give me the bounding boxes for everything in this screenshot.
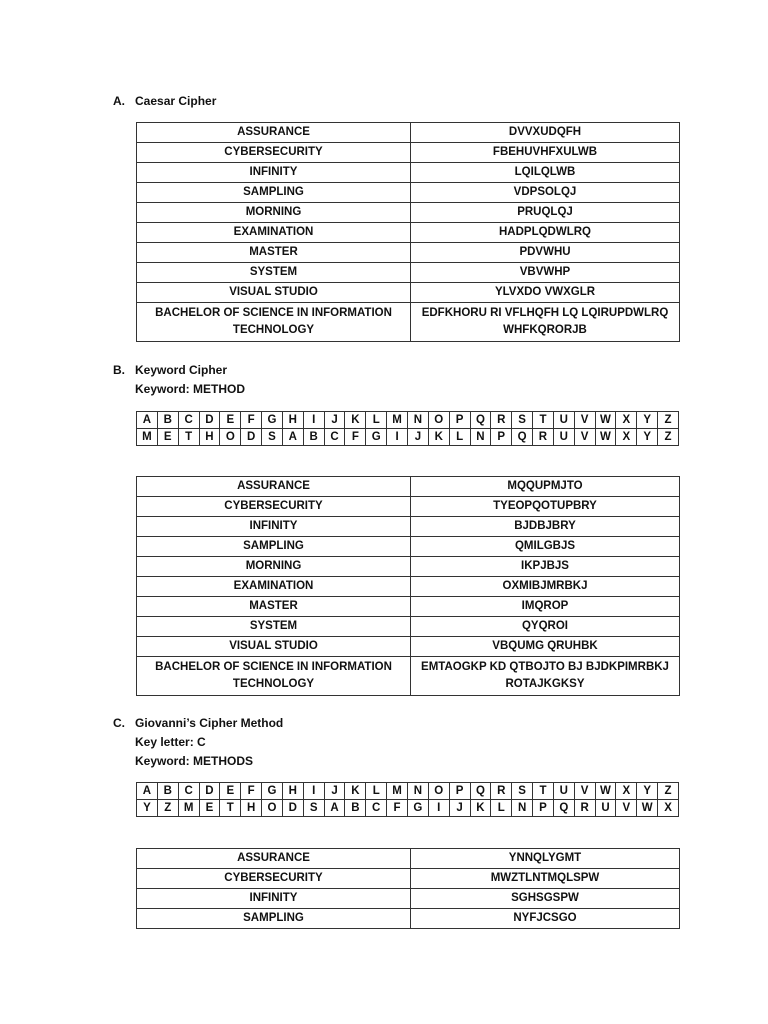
- ciphertext-cell: QMILGBJS: [411, 537, 680, 557]
- table-row: [137, 163, 680, 183]
- alphabet-cell: G: [366, 429, 387, 446]
- alphabet-cell: K: [345, 412, 366, 429]
- alphabet-cell: K: [470, 800, 491, 817]
- alphabet-cell: J: [449, 800, 470, 817]
- plaintext-cell: ASSURANCE: [137, 477, 411, 497]
- alphabet-cell: G: [262, 783, 283, 800]
- alphabet-cell: F: [241, 412, 262, 429]
- ciphertext-cell: IKPJBJS: [411, 557, 680, 577]
- alphabet-cell: O: [262, 800, 283, 817]
- table-row: [137, 849, 680, 869]
- section-c-keyword: Keyword: METHODS: [135, 754, 254, 768]
- table-row: [137, 283, 680, 303]
- alphabet-cell: I: [303, 783, 324, 800]
- alphabet-cell: K: [428, 429, 449, 446]
- ciphertext-cell: OXMIBJMRBKJ: [411, 577, 680, 597]
- alphabet-cell: F: [387, 800, 408, 817]
- table-row: [137, 123, 680, 143]
- alphabet-cell: A: [282, 429, 303, 446]
- alphabet-cell: Q: [512, 429, 533, 446]
- table-row: [137, 617, 680, 637]
- alphabet-cell: R: [574, 800, 595, 817]
- alphabet-cell: Q: [553, 800, 574, 817]
- table-row: [137, 869, 680, 889]
- table-row: [137, 303, 680, 342]
- table-row: [137, 263, 680, 283]
- ciphertext-cell: VBQUMG QRUHBK: [411, 637, 680, 657]
- section-a-title: Caesar Cipher: [135, 94, 217, 108]
- alphabet-cell: H: [241, 800, 262, 817]
- alphabet-cell: H: [199, 429, 220, 446]
- plaintext-cell: MORNING: [137, 557, 411, 577]
- plaintext-cell: MASTER: [137, 243, 411, 263]
- alphabet-cell: W: [595, 429, 616, 446]
- ciphertext-cell: PDVWHU: [411, 243, 680, 263]
- alphabet-cell: X: [616, 412, 637, 429]
- alphabet-cell: Y: [637, 412, 658, 429]
- alphabet-cell: N: [512, 800, 533, 817]
- ciphertext-cell: HADPLQDWLRQ: [411, 223, 680, 243]
- alphabet-cell: M: [137, 429, 158, 446]
- alphabet-cell: C: [366, 800, 387, 817]
- table-row: [137, 597, 680, 617]
- section-b-heading: [113, 361, 245, 399]
- giovanni-cipher-table: [136, 848, 680, 929]
- alphabet-cell: X: [658, 800, 679, 817]
- plaintext-cell: EXAMINATION: [137, 577, 411, 597]
- table-row: [137, 657, 680, 696]
- table-row: [137, 143, 680, 163]
- alphabet-cell: V: [616, 800, 637, 817]
- table-row: [137, 889, 680, 909]
- table-row: [137, 577, 680, 597]
- ciphertext-cell: MQQUPMJTO: [411, 477, 680, 497]
- alphabet-cell: Z: [658, 429, 679, 446]
- alphabet-cell: Q: [470, 412, 491, 429]
- plaintext-cell: MASTER: [137, 597, 411, 617]
- ciphertext-cell: SGHSGSPW: [411, 889, 680, 909]
- plaintext-cell: INFINITY: [137, 889, 411, 909]
- table-row: [137, 557, 680, 577]
- alphabet-cell: Y: [137, 800, 158, 817]
- plaintext-cell: SAMPLING: [137, 537, 411, 557]
- alphabet-cell: B: [157, 783, 178, 800]
- alphabet-cell: S: [512, 783, 533, 800]
- ciphertext-cell: YLVXDO VWXGLR: [411, 283, 680, 303]
- plaintext-cell: BACHELOR OF SCIENCE IN INFORMATION TECHNOLOGY: [137, 657, 411, 696]
- alphabet-cell: T: [533, 412, 554, 429]
- alphabet-cell: R: [491, 412, 512, 429]
- alphabet-cell: V: [574, 783, 595, 800]
- table-row: [137, 909, 680, 929]
- section-b-keyword: Keyword: METHOD: [135, 382, 246, 396]
- alphabet-cell: E: [199, 800, 220, 817]
- alphabet-cell: S: [512, 412, 533, 429]
- alphabet-cell: S: [303, 800, 324, 817]
- alphabet-cell: T: [533, 783, 554, 800]
- alphabet-cell: T: [220, 800, 241, 817]
- plaintext-cell: VISUAL STUDIO: [137, 283, 411, 303]
- alphabet-cell: V: [574, 412, 595, 429]
- alphabet-cell: M: [387, 783, 408, 800]
- plain-alphabet-row: [137, 783, 679, 800]
- plaintext-cell: SAMPLING: [137, 909, 411, 929]
- plaintext-cell: CYBERSECURITY: [137, 143, 411, 163]
- plaintext-cell: CYBERSECURITY: [137, 497, 411, 517]
- alphabet-cell: U: [553, 429, 574, 446]
- section-c-letter: C.: [113, 716, 125, 730]
- ciphertext-cell: FBEHUVHFXULWB: [411, 143, 680, 163]
- ciphertext-cell: EDFKHORU RI VFLHQFH LQ LQIRUPDWLRQ WHFKQRORJB: [411, 303, 680, 342]
- alphabet-cell: B: [303, 429, 324, 446]
- giovanni-alphabet-table: [136, 782, 679, 817]
- alphabet-cell: R: [533, 429, 554, 446]
- ciphertext-cell: LQILQLWB: [411, 163, 680, 183]
- table-row: [137, 223, 680, 243]
- alphabet-cell: N: [407, 783, 428, 800]
- alphabet-cell: U: [553, 783, 574, 800]
- alphabet-cell: Y: [637, 783, 658, 800]
- caesar-cipher-table: [136, 122, 680, 342]
- alphabet-cell: D: [241, 429, 262, 446]
- section-c-key-letter: Key letter: C: [135, 735, 206, 749]
- alphabet-cell: W: [637, 800, 658, 817]
- keyword-alphabet-table: [136, 411, 679, 446]
- plaintext-cell: INFINITY: [137, 163, 411, 183]
- plaintext-cell: CYBERSECURITY: [137, 869, 411, 889]
- ciphertext-cell: PRUQLQJ: [411, 203, 680, 223]
- plaintext-cell: SAMPLING: [137, 183, 411, 203]
- ciphertext-cell: EMTAOGKP KD QTBOJTO BJ BJDKPIMRBKJ ROTAJKGKSY: [411, 657, 680, 696]
- alphabet-cell: E: [220, 783, 241, 800]
- plaintext-cell: INFINITY: [137, 517, 411, 537]
- alphabet-cell: W: [595, 412, 616, 429]
- alphabet-cell: G: [262, 412, 283, 429]
- alphabet-cell: S: [262, 429, 283, 446]
- alphabet-cell: O: [428, 412, 449, 429]
- alphabet-cell: B: [157, 412, 178, 429]
- alphabet-cell: P: [449, 783, 470, 800]
- alphabet-cell: M: [387, 412, 408, 429]
- alphabet-cell: I: [428, 800, 449, 817]
- table-row: [137, 637, 680, 657]
- table-row: [137, 183, 680, 203]
- alphabet-cell: E: [220, 412, 241, 429]
- alphabet-cell: L: [366, 783, 387, 800]
- alphabet-cell: W: [595, 783, 616, 800]
- alphabet-cell: U: [595, 800, 616, 817]
- table-row: [137, 517, 680, 537]
- alphabet-cell: C: [324, 429, 345, 446]
- table-row: [137, 537, 680, 557]
- alphabet-cell: Q: [470, 783, 491, 800]
- plaintext-cell: SYSTEM: [137, 617, 411, 637]
- alphabet-cell: P: [491, 429, 512, 446]
- cipher-alphabet-row: [137, 800, 679, 817]
- section-c-heading: [113, 714, 283, 771]
- alphabet-cell: L: [491, 800, 512, 817]
- alphabet-cell: C: [178, 412, 199, 429]
- alphabet-cell: E: [157, 429, 178, 446]
- plaintext-cell: VISUAL STUDIO: [137, 637, 411, 657]
- alphabet-cell: A: [324, 800, 345, 817]
- ciphertext-cell: VBVWHP: [411, 263, 680, 283]
- alphabet-cell: D: [282, 800, 303, 817]
- alphabet-cell: I: [387, 429, 408, 446]
- alphabet-cell: H: [282, 412, 303, 429]
- alphabet-cell: R: [491, 783, 512, 800]
- alphabet-cell: O: [220, 429, 241, 446]
- alphabet-cell: Z: [658, 412, 679, 429]
- alphabet-cell: D: [199, 783, 220, 800]
- table-row: [137, 477, 680, 497]
- alphabet-cell: H: [282, 783, 303, 800]
- alphabet-cell: I: [303, 412, 324, 429]
- alphabet-cell: G: [407, 800, 428, 817]
- alphabet-cell: Z: [157, 800, 178, 817]
- alphabet-cell: F: [241, 783, 262, 800]
- alphabet-cell: F: [345, 429, 366, 446]
- alphabet-cell: A: [137, 783, 158, 800]
- alphabet-cell: X: [616, 429, 637, 446]
- alphabet-cell: P: [449, 412, 470, 429]
- table-row: [137, 203, 680, 223]
- alphabet-cell: J: [407, 429, 428, 446]
- ciphertext-cell: YNNQLYGMT: [411, 849, 680, 869]
- plaintext-cell: BACHELOR OF SCIENCE IN INFORMATION TECHNOLOGY: [137, 303, 411, 342]
- plaintext-cell: EXAMINATION: [137, 223, 411, 243]
- table-row: [137, 243, 680, 263]
- alphabet-cell: V: [574, 429, 595, 446]
- alphabet-cell: P: [533, 800, 554, 817]
- ciphertext-cell: NYFJCSGO: [411, 909, 680, 929]
- ciphertext-cell: MWZTLNTMQLSPW: [411, 869, 680, 889]
- plaintext-cell: ASSURANCE: [137, 849, 411, 869]
- alphabet-cell: L: [449, 429, 470, 446]
- alphabet-cell: J: [324, 412, 345, 429]
- section-a-heading: [113, 92, 216, 111]
- table-row: [137, 497, 680, 517]
- alphabet-cell: L: [366, 412, 387, 429]
- alphabet-cell: O: [428, 783, 449, 800]
- ciphertext-cell: TYEOPQOTUPBRY: [411, 497, 680, 517]
- alphabet-cell: U: [553, 412, 574, 429]
- alphabet-cell: X: [616, 783, 637, 800]
- alphabet-cell: D: [199, 412, 220, 429]
- alphabet-cell: J: [324, 783, 345, 800]
- ciphertext-cell: VDPSOLQJ: [411, 183, 680, 203]
- alphabet-cell: C: [178, 783, 199, 800]
- alphabet-cell: B: [345, 800, 366, 817]
- ciphertext-cell: DVVXUDQFH: [411, 123, 680, 143]
- plaintext-cell: SYSTEM: [137, 263, 411, 283]
- plaintext-cell: ASSURANCE: [137, 123, 411, 143]
- alphabet-cell: Y: [637, 429, 658, 446]
- alphabet-cell: N: [407, 412, 428, 429]
- cipher-alphabet-row: [137, 429, 679, 446]
- ciphertext-cell: IMQROP: [411, 597, 680, 617]
- alphabet-cell: Z: [658, 783, 679, 800]
- alphabet-cell: K: [345, 783, 366, 800]
- section-a-letter: A.: [113, 94, 125, 108]
- ciphertext-cell: BJDBJBRY: [411, 517, 680, 537]
- plain-alphabet-row: [137, 412, 679, 429]
- keyword-cipher-table: [136, 476, 680, 696]
- alphabet-cell: T: [178, 429, 199, 446]
- section-b-title: Keyword Cipher: [135, 363, 228, 377]
- ciphertext-cell: QYQROI: [411, 617, 680, 637]
- section-b-letter: B.: [113, 363, 125, 377]
- alphabet-cell: A: [137, 412, 158, 429]
- plaintext-cell: MORNING: [137, 203, 411, 223]
- section-c-title: Giovanni’s Cipher Method: [135, 716, 284, 730]
- alphabet-cell: N: [470, 429, 491, 446]
- alphabet-cell: M: [178, 800, 199, 817]
